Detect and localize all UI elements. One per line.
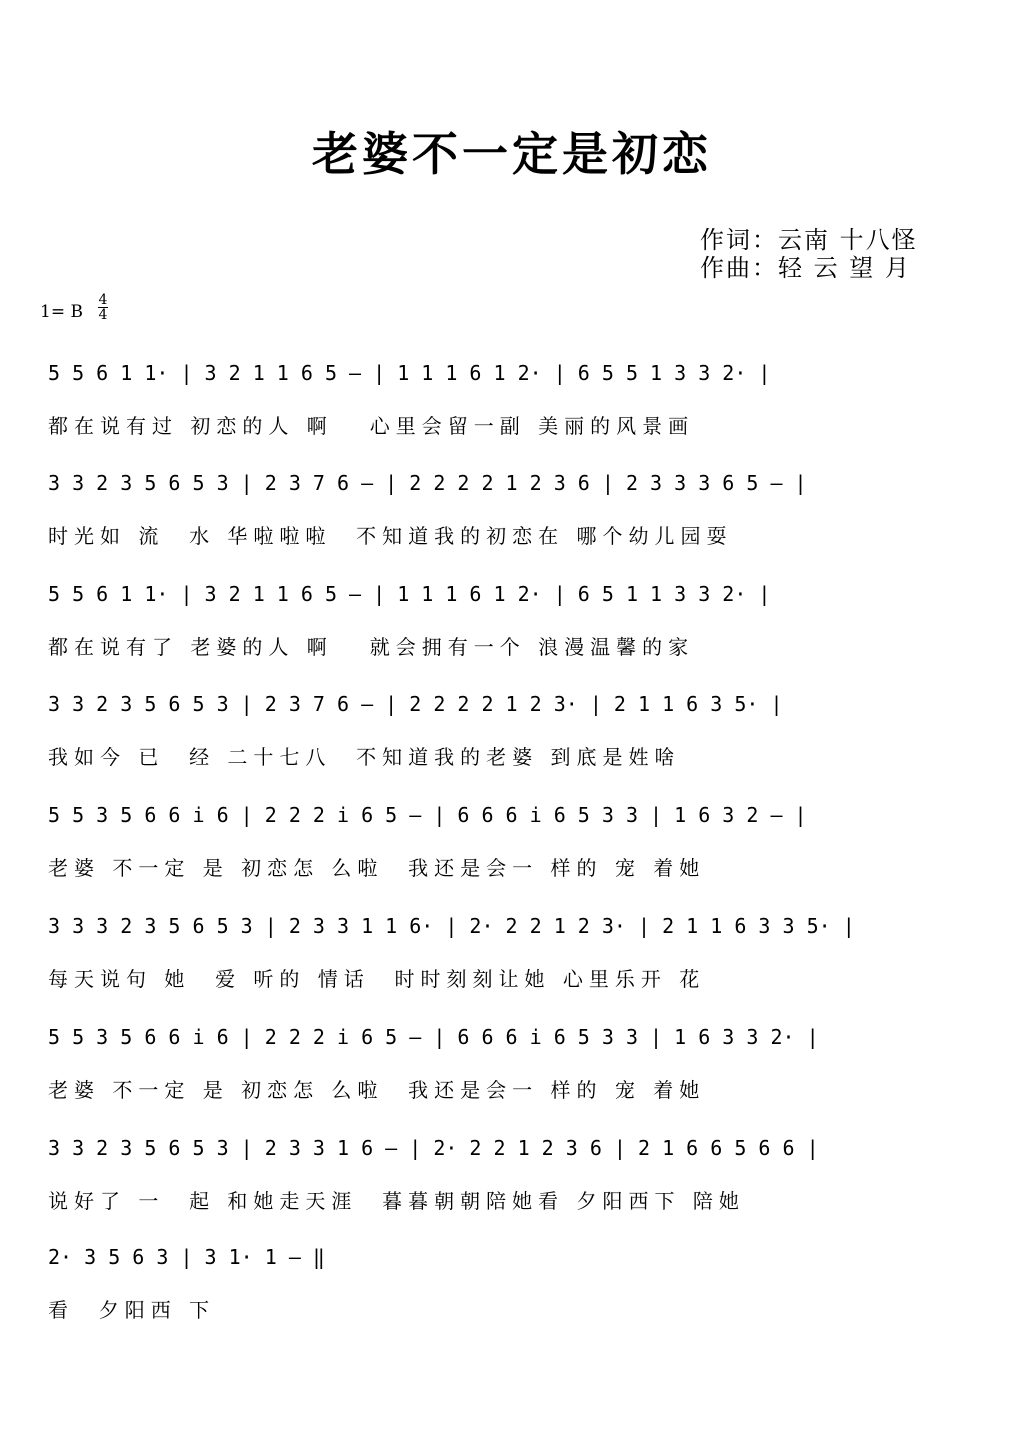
notes-line-3: 5 5 6 1 1· | 3 2 1 1 6 5 – | 1 1 1 6 1 2· | 6 5 1 1 3 3 2· | [48, 582, 771, 606]
lyrics-line-1: 都在说有过 初恋的人 啊 心里会留一副 美丽的风景画 [48, 414, 695, 438]
staff-line-4 [0, 691, 1024, 801]
composer-credit: 作曲：轻 云 望 月 [700, 254, 911, 282]
time-signature-bottom: 4 [98, 307, 108, 323]
staff-line-1 [0, 360, 1024, 470]
lyrics-line-8: 说好了 一 起 和她走天涯 暮暮朝朝陪她看 夕阳西下 陪她 [48, 1189, 745, 1213]
lyricist-credit: 作词：云南 十八怪 [700, 226, 918, 254]
notes-line-6: 3 3 3 2 3 5 6 5 3 | 2 3 3 1 1 6· | 2· 2 2 1 2 3· | 2 1 1 6 3 3 5· | [48, 914, 855, 938]
staff-line-5 [0, 802, 1024, 912]
staff-line-9 [0, 1244, 1024, 1354]
notes-line-7: 5 5 3 5 6 6 i 6 | 2 2 2 i 6 5 – | 6 6 6 i 6 5 3 3 | 1 6 3 3 2· | [48, 1025, 819, 1049]
notes-line-9: 2· 3 5 6 3 | 3 1· 1 – ‖ [48, 1245, 325, 1269]
staff-line-8 [0, 1135, 1024, 1245]
song-title: 老婆不一定是初恋 [312, 127, 712, 181]
lyrics-line-6: 每天说句 她 爱 听的 情话 时时刻刻让她 心里乐开 花 [48, 967, 706, 991]
lyrics-line-4: 我如今 已 经 二十七八 不知道我的老婆 到底是姓啥 [48, 745, 681, 769]
lyrics-line-2: 时光如 流 水 华啦啦啦 不知道我的初恋在 哪个幼儿园耍 [48, 524, 733, 548]
notes-line-2: 3 3 2 3 5 6 5 3 | 2 3 7 6 – | 2 2 2 2 1 2 3 6 | 2 3 3 3 6 5 – | [48, 471, 807, 495]
notes-line-1: 5 5 6 1 1· | 3 2 1 1 6 5 – | 1 1 1 6 1 2· | 6 5 5 1 3 3 2· | [48, 361, 771, 385]
staff-line-6 [0, 913, 1024, 1023]
time-signature [96, 293, 110, 322]
key-signature: 1= B [40, 302, 83, 322]
lyrics-line-5: 老婆 不一定 是 初恋怎 么啦 我还是会一 样的 宠 着她 [48, 856, 706, 880]
lyrics-line-7: 老婆 不一定 是 初恋怎 么啦 我还是会一 样的 宠 着她 [48, 1078, 706, 1102]
staff-line-7 [0, 1024, 1024, 1134]
notes-line-8: 3 3 2 3 5 6 5 3 | 2 3 3 1 6 – | 2· 2 2 1 2 3 6 | 2 1 6 6 5 6 6 | [48, 1136, 819, 1160]
credits [700, 226, 918, 282]
lyrics-line-3: 都在说有了 老婆的人 啊 就会拥有一个 浪漫温馨的家 [48, 635, 695, 659]
lyrics-line-9: 看 夕阳西 下 [48, 1298, 216, 1322]
time-signature-top: 4 [98, 292, 108, 308]
staff-line-2 [0, 470, 1024, 580]
staff-line-3 [0, 581, 1024, 691]
notes-line-4: 3 3 2 3 5 6 5 3 | 2 3 7 6 – | 2 2 2 2 1 2 3· | 2 1 1 6 3 5· | [48, 692, 783, 716]
notes-line-5: 5 5 3 5 6 6 i 6 | 2 2 2 i 6 5 – | 6 6 6 i 6 5 3 3 | 1 6 3 2 – | [48, 803, 807, 827]
